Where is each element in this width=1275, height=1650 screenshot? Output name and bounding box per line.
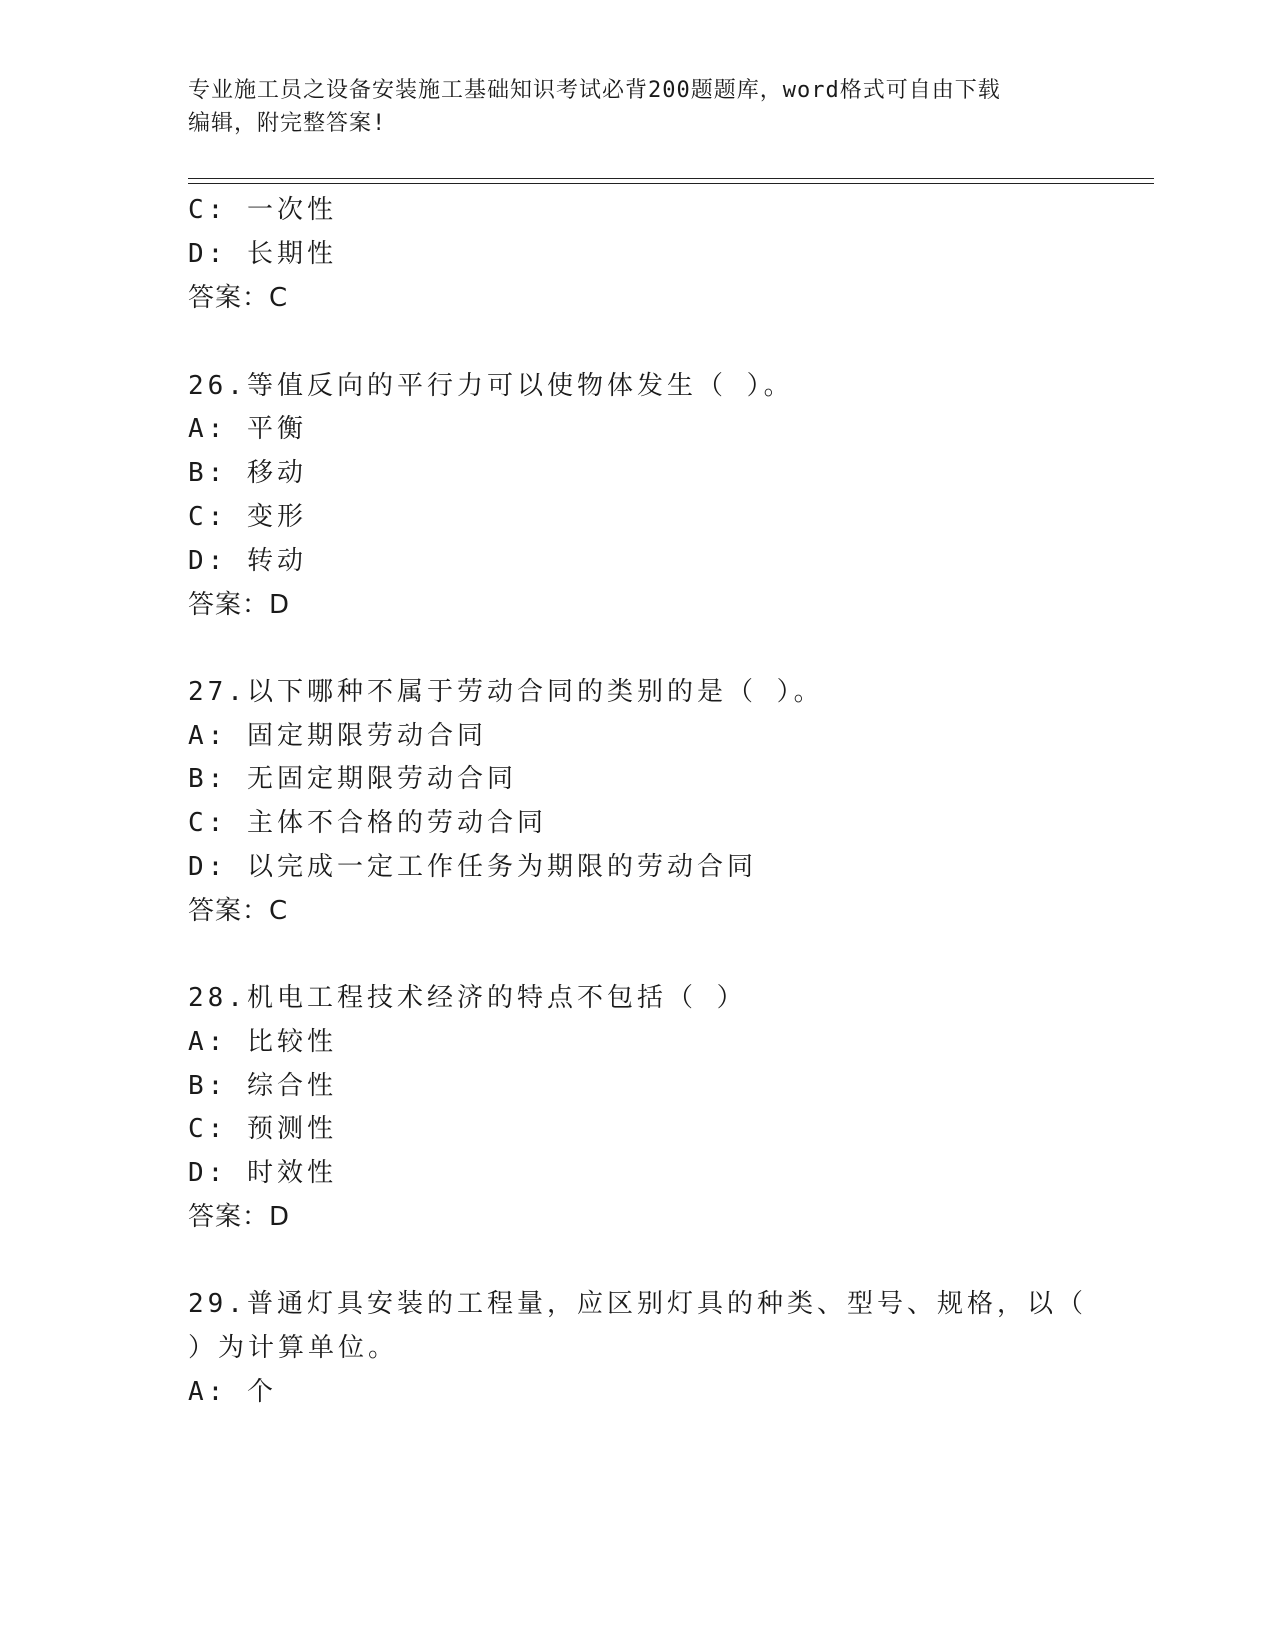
option-line: B: 移动	[188, 458, 307, 488]
option-line: C: 变形	[188, 502, 307, 532]
option-line: B: 综合性	[188, 1071, 337, 1101]
question-line: 28.机电工程技术经济的特点不包括（ ）	[188, 983, 747, 1013]
header-title-line2: 编辑，附完整答案!	[188, 111, 387, 136]
option-line: A: 固定期限劳动合同	[188, 721, 487, 751]
option-line: D: 时效性	[188, 1158, 337, 1188]
option-line: A: 比较性	[188, 1027, 337, 1057]
document-header	[188, 74, 1088, 140]
option-line: C: 一次性	[188, 195, 337, 225]
header-title-line1: 专业施工员之设备安装施工基础知识考试必背200题题库，word格式可自由下载	[188, 78, 1001, 103]
option-line: B: 无固定期限劳动合同	[188, 764, 517, 794]
option-line: D: 长期性	[188, 239, 337, 269]
option-line: A: 平衡	[188, 414, 307, 444]
option-line: D: 以完成一定工作任务为期限的劳动合同	[188, 852, 757, 882]
option-line: C: 主体不合格的劳动合同	[188, 808, 547, 838]
option-line: A: 个	[188, 1377, 277, 1407]
header-divider-bottom	[188, 183, 1154, 184]
question-line: 27.以下哪种不属于劳动合同的类别的是（ ）。	[188, 677, 824, 707]
header-divider-top	[188, 178, 1154, 179]
question-line: 26.等值反向的平行力可以使物体发生（ ）。	[188, 371, 794, 401]
answer-line: 答案：C	[188, 283, 289, 313]
answer-line: 答案：C	[188, 896, 289, 926]
question-line-continued: ）为计算单位。	[188, 1333, 399, 1363]
answer-line: 答案：D	[188, 1202, 291, 1232]
option-line: C: 预测性	[188, 1114, 337, 1144]
option-line: D: 转动	[188, 546, 307, 576]
question-line: 29.普通灯具安装的工程量，应区别灯具的种类、型号、规格，以（	[188, 1289, 1087, 1319]
answer-line: 答案：D	[188, 590, 291, 620]
